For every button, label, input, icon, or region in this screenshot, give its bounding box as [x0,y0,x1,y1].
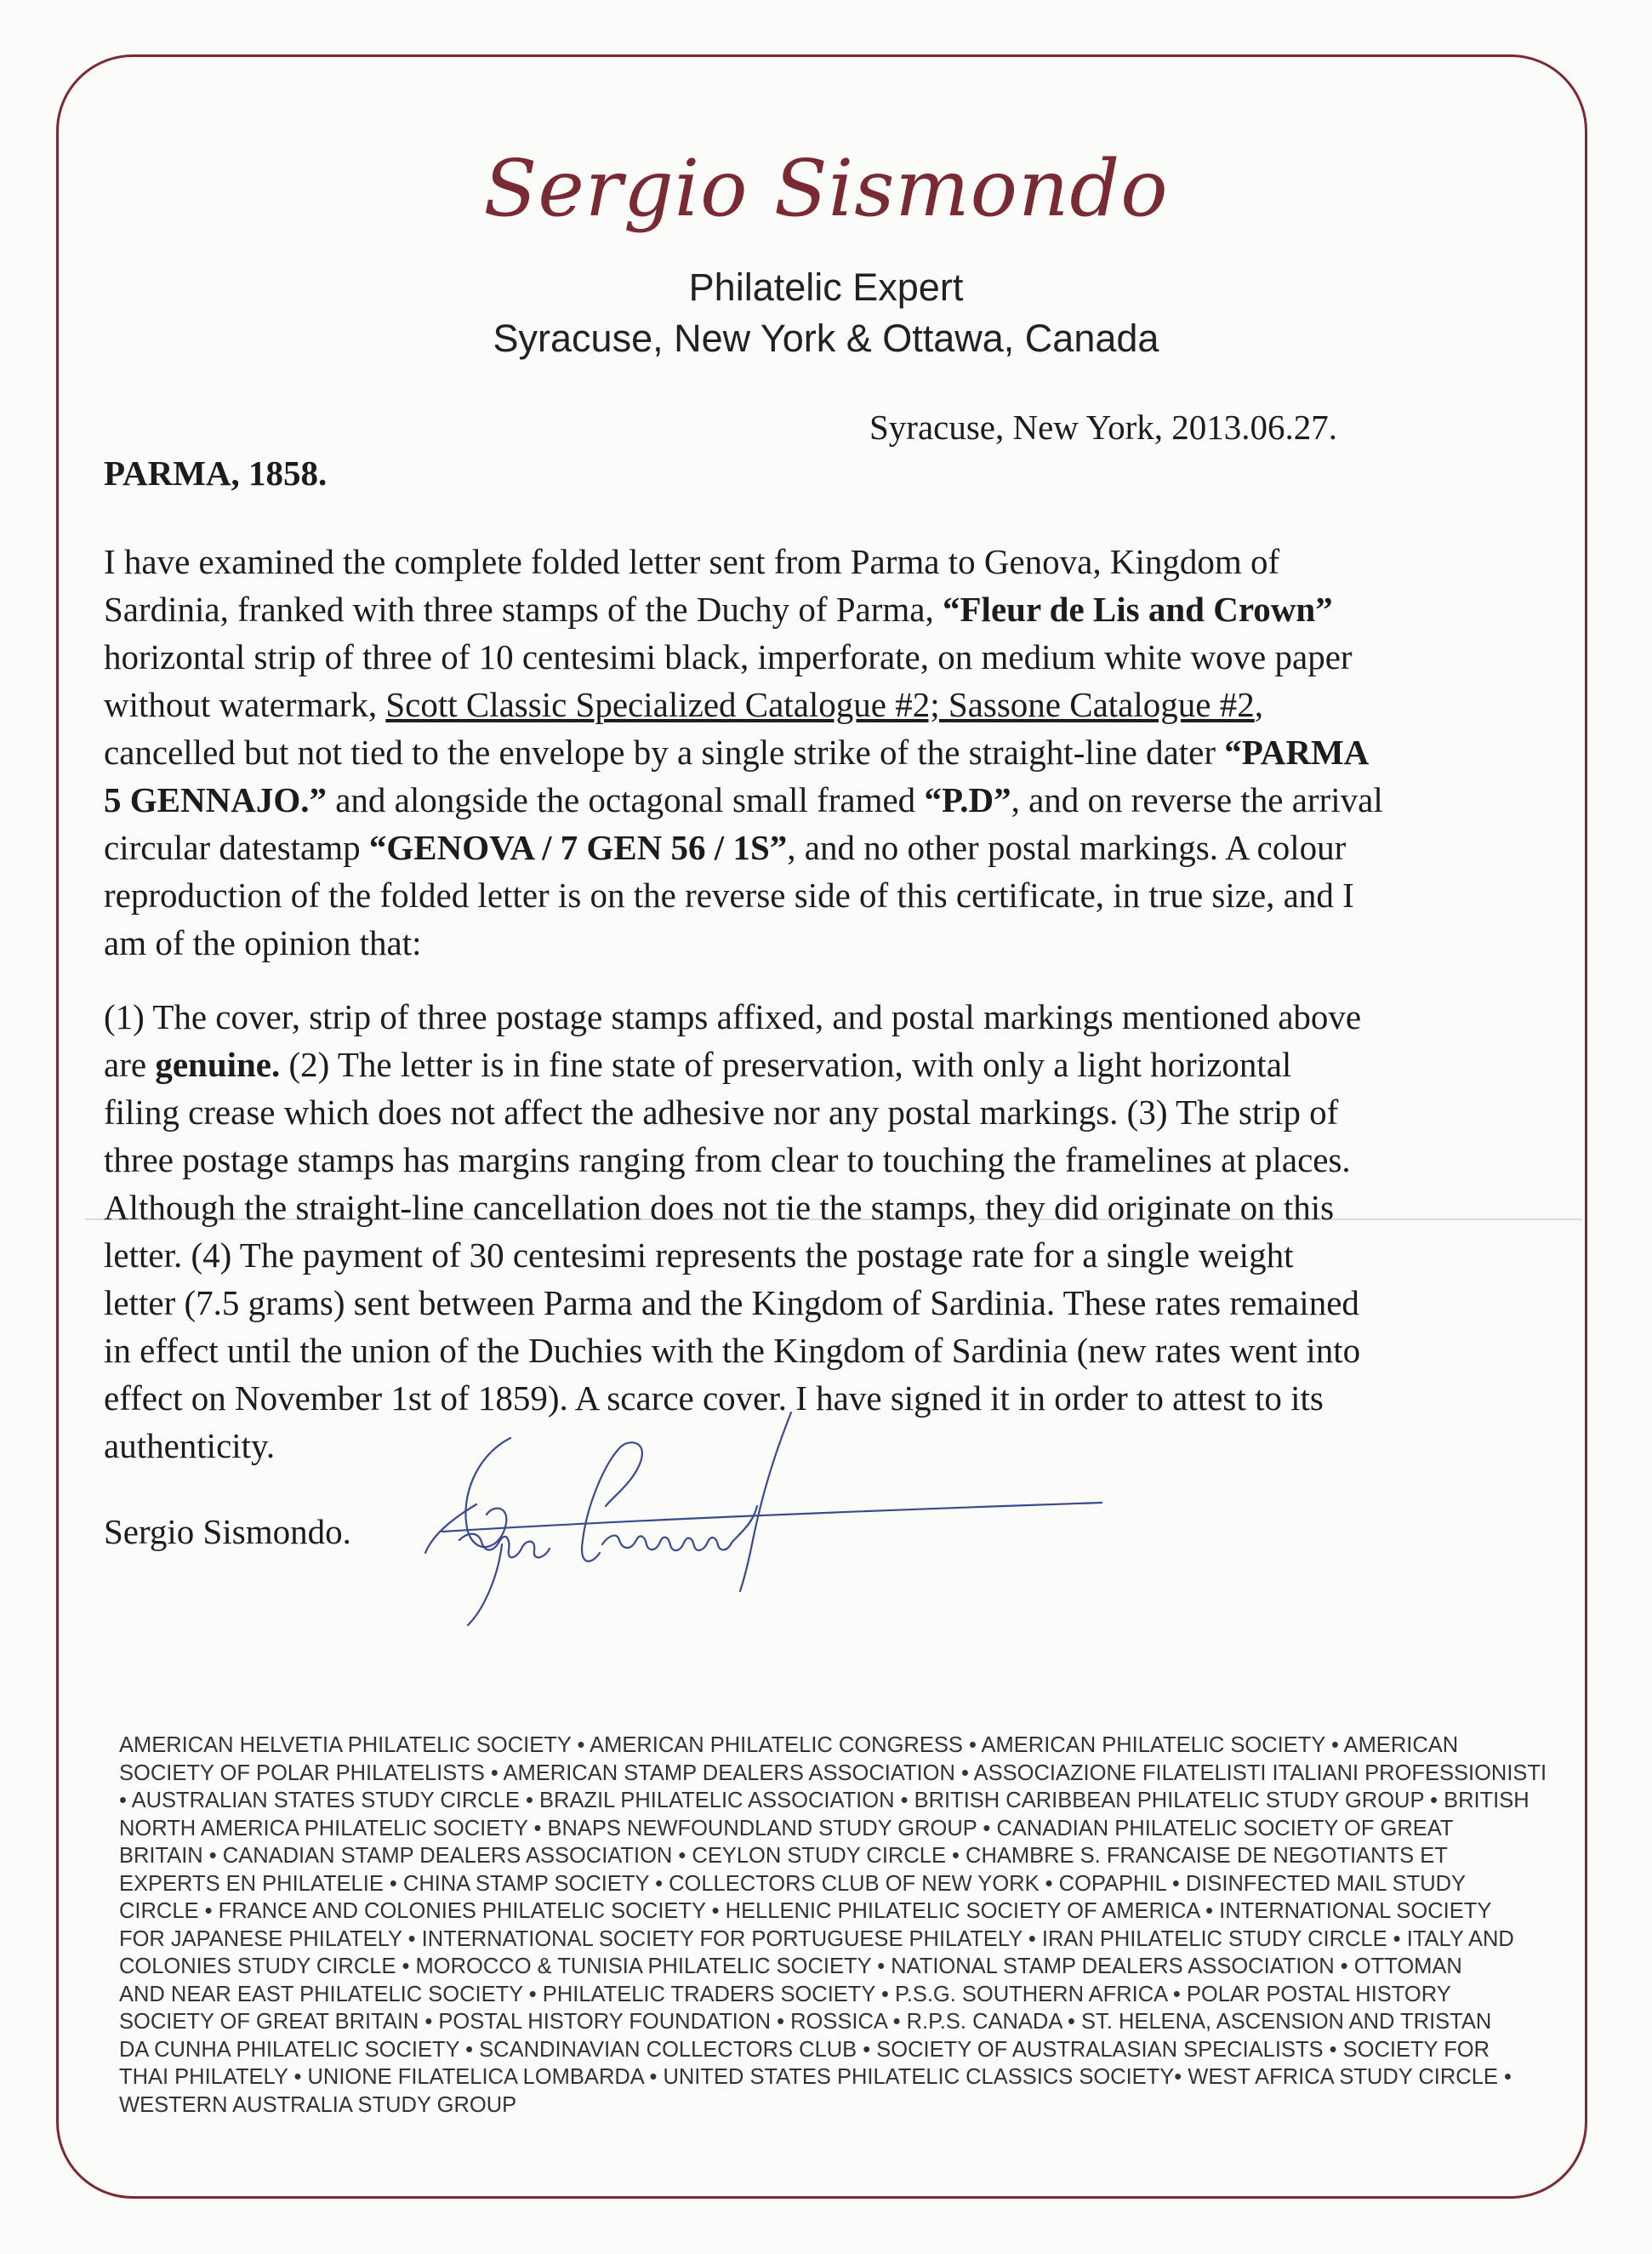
text-segment: , and no other postal markings. A colour [787,828,1347,867]
text-segment: circular datestamp [104,828,369,867]
society-line: DA CUNHA PHILATELIC SOCIETY • SCANDINAVIAN COLLECTORS CLUB • SOCIETY OF AUSTRALASIAN SPECIALISTS • SOCIETY FOR [119,2037,1490,2062]
paragraph-line [104,993,1541,1041]
paragraph-line [104,1136,1541,1184]
text-segment: and alongside the octagonal small framed [326,780,925,819]
paragraph-line [104,1184,1541,1231]
text-segment: three postage stamps has margins ranging from clear to touching the framelines at places. [104,1140,1351,1179]
paragraph-line [104,1088,1541,1136]
paragraph-line [104,538,1541,585]
society-line: BRITAIN • CANADIAN STAMP DEALERS ASSOCIATION • CEYLON STUDY CIRCLE • CHAMBRE S. FRANCAISE DE NEGOTIANTS ET [119,1844,1448,1868]
text-segment: without watermark, [104,685,386,724]
society-line: AMERICAN HELVETIA PHILATELIC SOCIETY • AMERICAN PHILATELIC CONGRESS • AMERICAN PHILATELIC SOCIETY • AMERICAN [119,1733,1459,1757]
text-segment: reproduction of the folded letter is on the reverse side of this certificate, in true size, and I [104,876,1354,915]
text-segment: horizontal strip of three of 10 centesimi black, imperforate, on medium white wove paper [104,637,1353,676]
text-segment: “P.D” [924,780,1011,819]
paragraph-line [104,681,1541,728]
text-segment: Although the straight-line cancellation does not tie the stamps, they did originate on this [104,1188,1335,1227]
society-line: COLONIES STUDY CIRCLE • MOROCCO & TUNISIA PHILATELIC SOCIETY • NATIONAL STAMP DEALERS ASSOCIATION • OTTOMAN [119,1954,1462,1978]
text-segment: (1) The cover, strip of three postage stamps affixed, and postal markings mentioned above [104,997,1362,1036]
expert-name-heading: Sergio Sismondo [483,143,1169,234]
paragraph-line [104,776,1541,824]
society-line: • AUSTRALIAN STATES STUDY CIRCLE • BRAZIL PHILATELIC ASSOCIATION • BRITISH CARIBBEAN PHILATELIC STUDY GROUP • BRITISH [119,1789,1530,1812]
certificate-date: Syracuse, New York, 2013.06.27. [869,408,1338,447]
text-segment: , and on reverse the arrival [1011,780,1383,819]
text-segment: 5 GENNAJO.” [104,780,327,819]
text-segment: am of the opinion that: [104,923,422,962]
society-line: WESTERN AUSTRALIA STUDY GROUP [119,2092,517,2117]
paragraph-line [104,1279,1541,1327]
paragraph-line [104,871,1541,919]
society-line: SOCIETY OF GREAT BRITAIN • POSTAL HISTORY FOUNDATION • ROSSICA • R.P.S. CANADA • ST. HELENA, ASCENSION AND TRISTAN [119,2010,1492,2034]
text-segment: letter (7.5 grams) sent between Parma and the Kingdom of Sardinia. These rates remained [104,1283,1359,1322]
text-segment: I have examined the complete folded letter sent from Parma to Genova, Kingdom of [104,542,1280,581]
text-segment: in effect until the union of the Duchies with the Kingdom of Sardinia (new rates went into [104,1331,1361,1370]
text-segment: “GENOVA / 7 GEN 56 / 1S” [368,828,788,867]
paragraph-line [104,585,1541,633]
filing-crease [85,1218,1582,1220]
text-segment: genuine. [155,1045,281,1084]
description-paragraph [104,538,1541,967]
text-segment: Sardinia, franked with three stamps of the Duchy of Parma, [104,590,943,629]
text-segment: letter. (4) The payment of 30 centesimi represents the postage rate for a single weight [104,1235,1294,1275]
text-segment: , [1254,685,1263,724]
society-line: SOCIETY OF POLAR PHILATELISTS • AMERICAN STAMP DEALERS ASSOCIATION • ASSOCIAZIONE FILATELISTI ITALIANI PROFESSIONISTI [119,1760,1547,1785]
certificate-subject: PARMA, 1858. [104,454,328,493]
text-segment: cancelled but not tied to the envelope by a single strike of the straight-line dater [104,733,1225,772]
handwritten-signature [408,1404,1106,1659]
text-segment: Scott Classic Specialized Catalogue #2; Sassone Catalogue #2 [385,685,1255,724]
text-segment: filing crease which does not affect the adhesive nor any postal markings. (3) The strip of [104,1093,1339,1132]
signatory-name: Sergio Sismondo. [104,1512,351,1551]
paragraph-line [104,1231,1541,1279]
text-segment: effect on November 1st of 1859). A scarce cover. I have signed it in order to attest to its [104,1378,1324,1418]
society-line: EXPERTS EN PHILATELIE • CHINA STAMP SOCIETY • COLLECTORS CLUB OF NEW YORK • COPAPHIL • DISINFECTED MAIL STUDY [119,1871,1467,1896]
text-segment: (2) The letter is in fine state of preservation, with only a light horizontal [280,1045,1292,1084]
paragraph-line [104,919,1541,967]
paragraph-line [104,1327,1541,1374]
paragraph-line [104,1041,1541,1088]
paragraph-line [104,824,1541,871]
text-segment: “PARMA [1224,733,1370,772]
society-line: NORTH AMERICA PHILATELIC SOCIETY • BNAPS NEWFOUNDLAND STUDY GROUP • CANADIAN PHILATELIC SOCIETY OF GREAT [119,1816,1454,1840]
society-line: THAI PHILATELY • UNIONE FILATELICA LOMBARDA • UNITED STATES PHILATELIC CLASSICS SOCIETY• WEST AFRICA STUDY CIRCLE • [119,2065,1512,2089]
society-memberships [119,1732,1547,2119]
text-segment: authenticity. [104,1426,276,1465]
paragraph-line [104,728,1541,776]
society-line: AND NEAR EAST PHILATELIC SOCIETY • PHILATELIC TRADERS SOCIETY • P.S.G. SOUTHERN AFRICA • POLAR POSTAL HISTORY [119,1982,1451,2006]
text-segment: “Fleur de Lis and Crown” [943,590,1333,629]
expert-locations: Syracuse, New York & Ottawa, Canada [493,317,1159,360]
expert-title: Philatelic Expert [688,265,964,309]
text-segment: are [104,1045,156,1084]
opinion-paragraph [104,993,1541,1469]
society-line: CIRCLE • FRANCE AND COLONIES PHILATELIC SOCIETY • HELLENIC PHILATELIC SOCIETY OF AMERICA • INTERNATIONAL SOCIETY [119,1899,1492,1923]
society-line: FOR JAPANESE PHILATELY • INTERNATIONAL SOCIETY FOR PORTUGUESE PHILATELY • IRAN PHILATELIC STUDY CIRCLE • ITALY AND [119,1926,1514,1951]
paragraph-line [104,633,1541,681]
